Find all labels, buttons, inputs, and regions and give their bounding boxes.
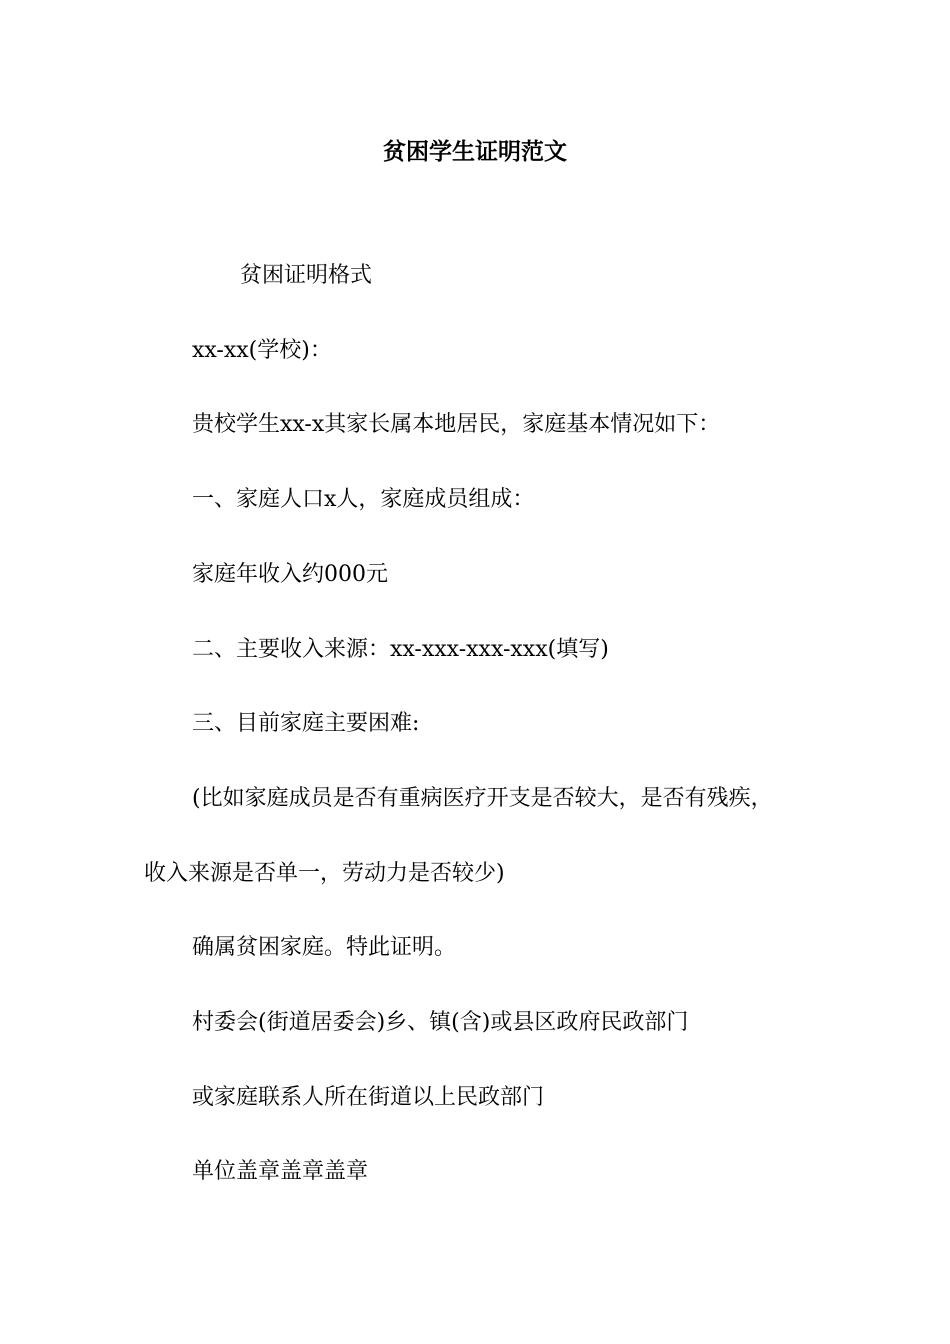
intro-paragraph: 贵校学生xx-x其家长属本地居民，家庭基本情况如下：: [192, 412, 721, 437]
seal-line: 单位盖章盖章盖章: [192, 1159, 369, 1184]
certification-statement: 确属贫困家庭。特此证明。: [192, 935, 457, 960]
document-title: 贫困学生证明范文: [383, 138, 567, 165]
addressee-line: xx-xx(学校)：: [192, 338, 332, 363]
item-annual-income: 家庭年收入约000元: [192, 562, 388, 587]
item-income-source: 二、主要收入来源：xx-xxx-xxx-xxx(填写): [192, 637, 609, 662]
difficulty-example-line-1: (比如家庭成员是否有重病医疗开支是否较大，是否有残疾，: [192, 786, 773, 811]
item-main-difficulties: 三、目前家庭主要困难:: [192, 711, 420, 736]
item-household-size: 一、家庭人口x人，家庭成员组成：: [192, 487, 535, 512]
issuing-authority-line-1: 村委会(街道居委会)乡、镇(含)或县区政府民政部门: [192, 1010, 689, 1035]
heading-poverty-certificate-format: 贫困证明格式: [240, 263, 373, 288]
issuing-authority-line-2: 或家庭联系人所在街道以上民政部门: [192, 1085, 545, 1110]
difficulty-example-line-2: 收入来源是否单一，劳动力是否较少): [144, 861, 505, 886]
